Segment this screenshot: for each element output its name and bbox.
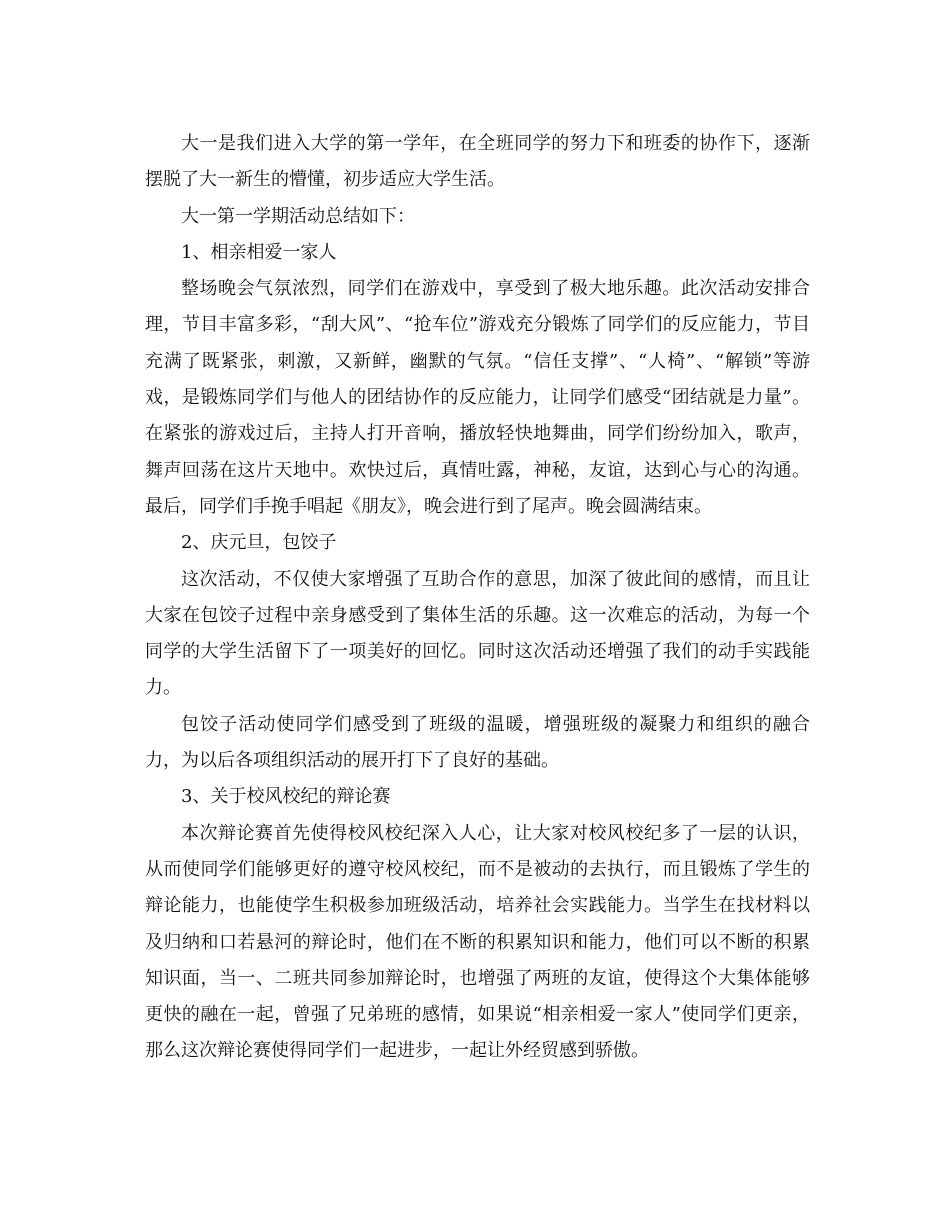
section-2-paragraph-1: 这次活动，不仅使大家增强了互助合作的意思，加深了彼此间的感情，而且让大家在包饺子过程中亲身感受到了集体生活的乐趣。这一次难忘的活动，为每一个同学的大学生活留下了一项美好的回忆。同时这次活动还增强了我们的动手实践能力。: [145, 568, 810, 699]
document-body: [145, 126, 810, 1070]
intro-paragraph: 大一是我们进入大学的第一学年，在全班同学的努力下和班委的协作下，逐渐摆脱了大一新生的懵懂，初步适应大学生活。: [145, 133, 810, 191]
section-heading-3: 3、关于校风校纪的辩论赛: [181, 786, 391, 808]
section-1-paragraph: 整场晚会气氛浓烈，同学们在游戏中，享受到了极大地乐趣。此次活动安排合理，节目丰富多彩，“刮大风”、“抢车位”游戏充分锻炼了同学们的反应能力，节目充满了既紧张，刺激，又新鲜，幽默的气氛。“信任支撑”、“人椅”、“解锁”等游戏，是锻炼同学们与他人的团结协作的反应能力，让同学们感受“团结就是力量”。在紧张的游戏过后，主持人打开音响，播放轻快地舞曲，同学们纷纷加入，歌声，舞声回荡在这片天地中。欢快过后，真情吐露，神秘，友谊，达到心与心的沟通。最后，同学们手挽手唱起《朋友》，晚会进行到了尾声。晚会圆满结束。: [145, 278, 810, 517]
summary-heading: 大一第一学期活动总结如下：: [181, 205, 415, 227]
section-2-paragraph-2: 包饺子活动使同学们感受到了班级的温暖，增强班级的凝聚力和组织的融合力，为以后各项组织活动的展开打下了良好的基础。: [145, 713, 810, 772]
section-3-paragraph: 本次辩论赛首先使得校风校纪深入人心，让大家对校风校纪多了一层的认识，从而使同学们能够更好的遵守校风校纪，而不是被动的去执行，而且锻炼了学生的辩论能力，也能使学生积极参加班级活动，培养社会实践能力。当学生在找材料以及归纳和口若悬河的辩论时，他们在不断的积累知识和能力，他们可以不断的积累知识面，当一、二班共同参加辩论时，也增强了两班的友谊，使得这个大集体能够更快的融在一起，曾强了兄弟班的感情，如果说“相亲相爱一家人”使同学们更亲，那么这次辩论赛使得同学们一起进步，一起让外经贸感到骄傲。: [145, 822, 810, 1062]
section-heading-2: 2、庆元旦，包饺子: [181, 532, 337, 554]
section-heading-1: 1、相亲相爱一家人: [181, 241, 337, 263]
